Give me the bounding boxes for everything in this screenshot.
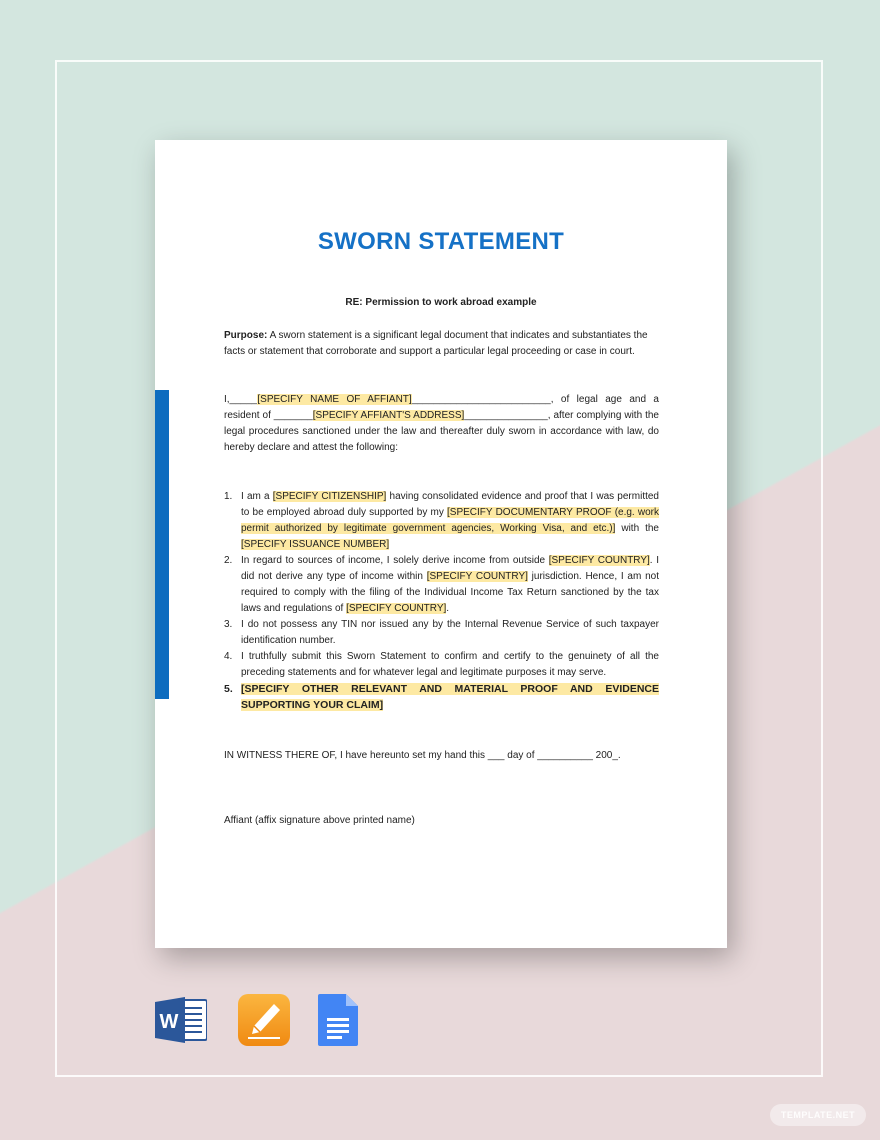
placeholder-issuance-number: [SPECIFY ISSUANCE NUMBER] xyxy=(241,539,390,550)
placeholder-country: [SPECIFY COUNTRY] xyxy=(548,555,650,566)
placeholder-other-proof: [SPECIFY OTHER RELEVANT AND MATERIAL PROOF AND EVIDENCE SUPPORTING YOUR CLAIM] xyxy=(241,683,659,711)
list-item xyxy=(224,649,659,681)
watermark: TEMPLATE.NET xyxy=(770,1104,866,1126)
item-text: I am a xyxy=(241,491,273,502)
purpose-label: Purpose: xyxy=(224,330,268,341)
placeholder-country: [SPECIFY COUNTRY] xyxy=(426,571,528,582)
placeholder-citizenship: [SPECIFY CITIZENSHIP] xyxy=(272,491,387,502)
word-icon[interactable] xyxy=(155,994,207,1046)
list-item xyxy=(224,489,659,553)
statement-list-container xyxy=(224,489,659,713)
item-text: In regard to sources of income, I solely derive income from outside xyxy=(241,555,549,566)
item-text: . xyxy=(446,603,450,614)
intro-text: I,_____ xyxy=(224,394,258,405)
item-text: jurisdiction. Hence, I am not required to comply with the filing of the Individual Income Tax Return sanctioned by the tax laws and regulations of xyxy=(241,571,659,614)
list-number: 5. xyxy=(224,683,233,695)
purpose-text: A sworn statement is a significant legal document that indicates and substantiates the facts or statement that corroborate and support a particular legal proceeding or case in court. xyxy=(224,330,648,357)
list-number: 4. xyxy=(224,651,233,662)
pages-icon[interactable] xyxy=(238,994,290,1046)
placeholder-affiant-address: [SPECIFY AFFIANT'S ADDRESS] xyxy=(312,410,465,421)
item-text: I truthfully submit this Sworn Statement to confirm and certify to the genuinety of all the preceding statements and for whatever legal and legitimate purposes it may serve. xyxy=(241,651,659,678)
re-line: RE: Permission to work abroad example xyxy=(345,297,537,308)
placeholder-affiant-name: [SPECIFY NAME OF AFFIANT] xyxy=(257,394,412,405)
affiant-signature-line: Affiant (affix signature above printed name) xyxy=(224,815,415,826)
placeholder-country: [SPECIFY COUNTRY] xyxy=(346,603,447,614)
list-item xyxy=(224,681,659,713)
intro-paragraph xyxy=(224,392,659,456)
purpose-paragraph xyxy=(224,328,659,360)
list-number: 1. xyxy=(224,491,233,502)
list-item xyxy=(224,553,659,617)
intro-text: _______________, after complying with the legal procedures sanctioned under the law and thereafter duly sworn in accordance with law, do hereby declare and attest the following: xyxy=(224,410,659,453)
item-text: I do not possess any TIN nor issued any by the Internal Revenue Service of such taxpayer identification number. xyxy=(241,619,659,646)
word-icon-letter: W xyxy=(159,1011,179,1033)
item-text: . I did not derive any type of income within xyxy=(241,555,659,582)
witness-line: IN WITNESS THERE OF, I have hereunto set my hand this ___ day of __________ 200_. xyxy=(224,750,621,761)
list-item xyxy=(224,617,659,649)
document-title: SWORN STATEMENT xyxy=(317,228,565,255)
accent-bar xyxy=(155,390,169,699)
intro-text: _________________________, of legal age and a resident of _______ xyxy=(224,394,659,421)
statement-list xyxy=(224,489,659,713)
document-page xyxy=(155,140,727,948)
list-number: 3. xyxy=(224,619,233,630)
placeholder-documentary-proof: [SPECIFY DOCUMENTARY PROOF (e.g. work permit authorized by legitimate government agencies, Working Visa, and etc.)] xyxy=(241,507,659,534)
google-docs-icon[interactable] xyxy=(318,994,370,1046)
item-text: having consolidated evidence and proof that I was permitted to be employed abroad duly supported by my xyxy=(241,491,659,518)
item-text: with the xyxy=(615,523,659,534)
list-number: 2. xyxy=(224,555,233,566)
